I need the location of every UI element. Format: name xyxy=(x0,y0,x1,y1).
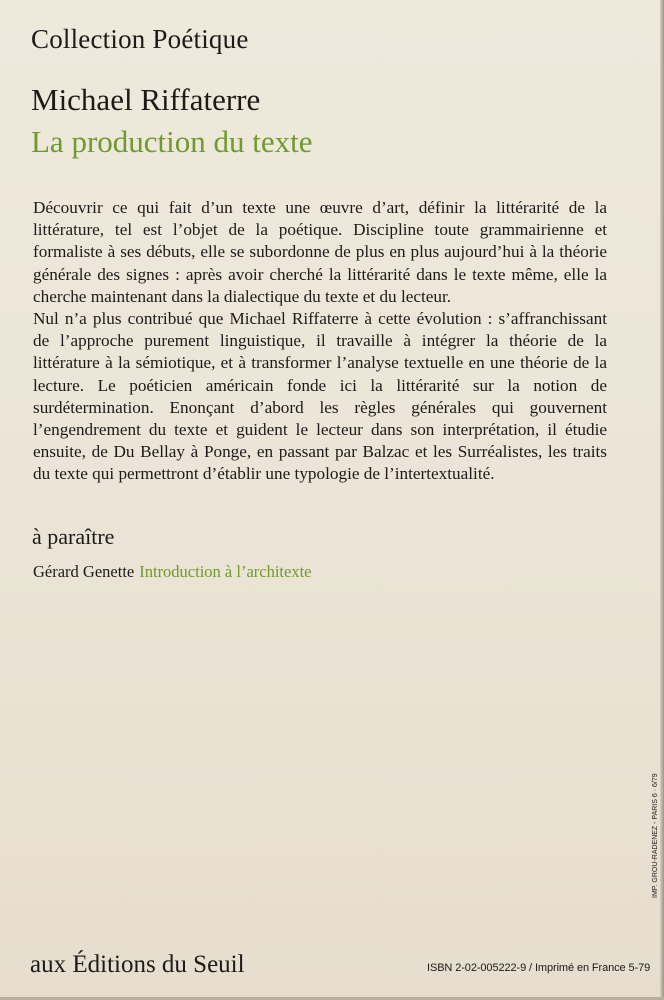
blurb-paragraph-2: Nul n’a plus contribué que Michael Riffaterre à cette évolution : s’affranchissant de l’approche purement linguistique, il travaille à intégrer la théorie de la littérature à la sémiotique, et à transformer l’analyse textuelle en une théorie de la lecture. Le poéticien américain fonde ici la littérarité sur la notion de surdétermination. Enonçant d’abord les règles générales qui gouvernent l’engendrement du texte et guident le lecteur dans son interprétation, il étudie ensuite, de Du Bellay à Ponge, en passant par Balzac et les Surréalistes, les traits du texte qui permettront d’établir une typologie de l’intertextualité. xyxy=(33,309,607,484)
forthcoming-label: à paraître xyxy=(32,524,115,549)
publisher-name: aux Éditions du Seuil xyxy=(30,951,245,978)
collection-name: Collection Poétique xyxy=(31,24,249,54)
cover-right-edge xyxy=(660,0,664,1000)
author-name: Michael Riffaterre xyxy=(31,82,261,117)
blurb-paragraph-1: Découvrir ce qui fait d’un texte une œuvre d’art, définir la littérarité de la littérature, tel est l’objet de la poétique. Discipline toute grammairienne et formaliste à ses débuts, elle se subordonne de plus en plus aujourd’hui à la théorie générale des signes : après avoir cherché la littérarité dans le texte même, elle la cherche maintenant dans la dialectique du texte et du lecteur. xyxy=(33,198,607,306)
isbn-line: ISBN 2-02-005222-9 / Imprimé en France 5-79 xyxy=(427,962,651,974)
forthcoming-entry xyxy=(33,562,312,582)
book-title: La production du texte xyxy=(31,124,313,159)
forthcoming-author: Gérard Genette xyxy=(33,562,135,581)
printer-imprint: IMP. GROU-RADENEZ - PARIS 6 · 6/79 xyxy=(652,773,659,898)
blurb xyxy=(33,197,607,486)
forthcoming-title: Introduction à l’architexte xyxy=(139,562,312,581)
